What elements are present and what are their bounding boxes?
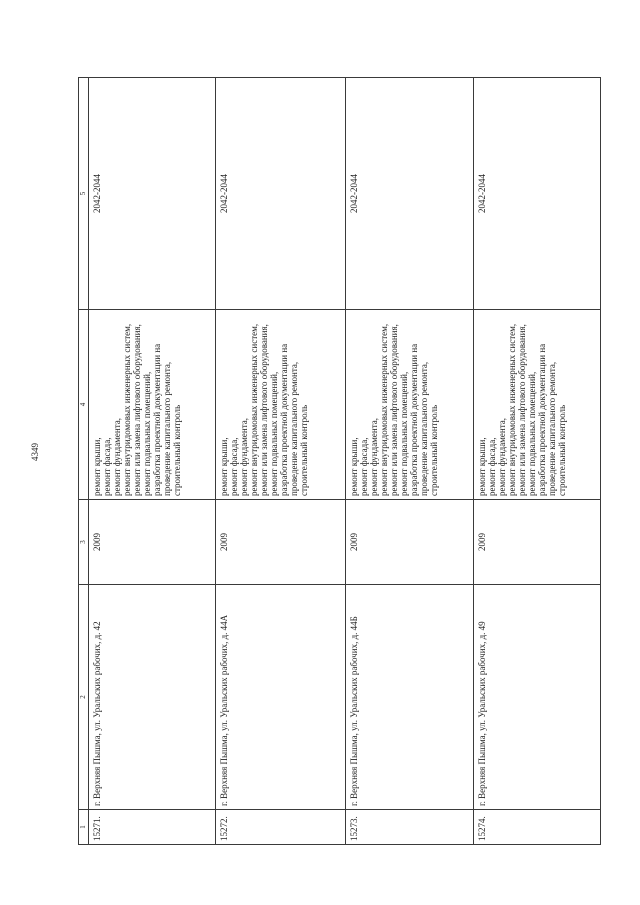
work-item: строительный контроль [299, 404, 309, 496]
work-item: ремонт подвальных помещений, [269, 371, 279, 496]
work-item: ремонт фундамента, [497, 418, 507, 496]
work-item: ремонт подвальных помещений, [142, 371, 152, 496]
work-item: ремонт или замена лифтового оборудования, [259, 324, 269, 496]
work-item: проведение капитального ремонта, [289, 361, 299, 496]
work-item: разработка проектной документации на [152, 343, 162, 496]
work-item: ремонт фасада, [359, 437, 369, 496]
work-item: строительный контроль [557, 404, 567, 496]
work-item: ремонт или замена лифтового оборудования, [517, 324, 527, 496]
work-item: ремонт крыши, [92, 437, 102, 496]
work-item: ремонт фундамента, [112, 418, 122, 496]
cell-number: 15274. [474, 810, 601, 845]
work-item: ремонт или замена лифтового оборудования, [132, 324, 142, 496]
cell-year: 2009 [89, 500, 216, 585]
work-item: ремонт фасада, [487, 437, 497, 496]
work-item: ремонт крыши, [477, 437, 487, 496]
work-item: ремонт крыши, [349, 437, 359, 496]
column-number-5: 5 [79, 78, 89, 310]
work-item: ремонт фасада, [102, 437, 112, 496]
cell-period: 2042-2044 [216, 78, 346, 310]
work-item: разработка проектной документации на [279, 343, 289, 496]
table-row [216, 78, 346, 845]
table-row [346, 78, 474, 845]
cell-period: 2042-2044 [346, 78, 474, 310]
page-number: 4349 [30, 443, 40, 461]
table-row [474, 78, 601, 845]
cell-period: 2042-2044 [474, 78, 601, 310]
work-item: строительный контроль [172, 404, 182, 496]
cell-year: 2009 [216, 500, 346, 585]
work-item: ремонт внутридомовых инженерных систем, [122, 323, 132, 496]
work-item: ремонт внутридомовых инженерных систем, [249, 323, 259, 496]
document-sheet [78, 78, 600, 845]
work-item: ремонт подвальных помещений, [399, 371, 409, 496]
cell-works [216, 310, 346, 500]
column-number-3: 3 [79, 500, 89, 585]
cell-address: г. Верхняя Пышма, ул. Уральских рабочих, д. 44А [216, 585, 346, 810]
cell-year: 2009 [474, 500, 601, 585]
column-number-4: 4 [79, 310, 89, 500]
work-item: ремонт фасада, [229, 437, 239, 496]
cell-works [346, 310, 474, 500]
work-item: разработка проектной документации на [537, 343, 547, 496]
work-item: ремонт внутридомовых инженерных систем, [379, 323, 389, 496]
cell-address: г. Верхняя Пышма, ул. Уральских рабочих, д. 49 [474, 585, 601, 810]
work-item: ремонт крыши, [219, 437, 229, 496]
work-item: ремонт подвальных помещений, [527, 371, 537, 496]
table-row [89, 78, 216, 845]
work-item: ремонт внутридомовых инженерных систем, [507, 323, 517, 496]
work-item: ремонт или замена лифтового оборудования, [389, 324, 399, 496]
cell-year: 2009 [346, 500, 474, 585]
work-item: проведение капитального ремонта, [547, 361, 557, 496]
cell-address: г. Верхняя Пышма, ул. Уральских рабочих, д. 42 [89, 585, 216, 810]
work-item: ремонт фундамента, [239, 418, 249, 496]
work-item: проведение капитального ремонта, [162, 361, 172, 496]
cell-works [474, 310, 601, 500]
column-number-2: 2 [79, 585, 89, 810]
work-item: строительный контроль [429, 404, 439, 496]
cell-number: 15272. [216, 810, 346, 845]
cell-address: г. Верхняя Пышма, ул. Уральских рабочих, д. 44Б [346, 585, 474, 810]
cell-number: 15273. [346, 810, 474, 845]
work-item: ремонт фундамента, [369, 418, 379, 496]
work-item: разработка проектной документации на [409, 343, 419, 496]
repair-schedule-table [78, 77, 601, 845]
table-header-row [79, 78, 89, 845]
cell-works [89, 310, 216, 500]
cell-number: 15271. [89, 810, 216, 845]
work-item: проведение капитального ремонта, [419, 361, 429, 496]
column-number-1: 1 [79, 810, 89, 845]
cell-period: 2042-2044 [89, 78, 216, 310]
